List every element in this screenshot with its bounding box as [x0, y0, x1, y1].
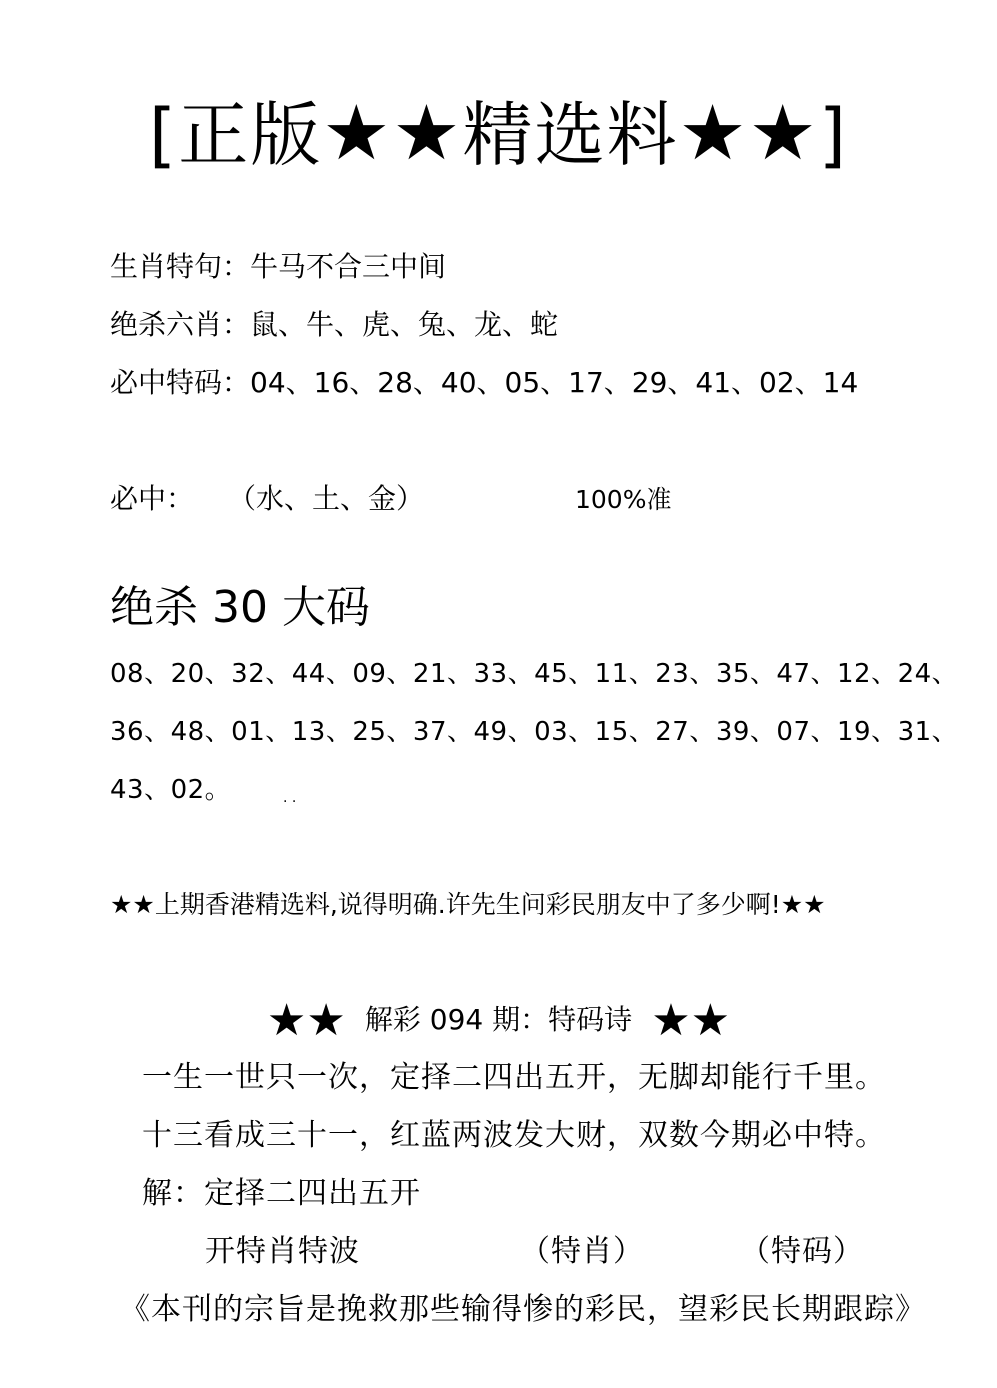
tag-special-zodiac: （特肖）	[520, 1234, 644, 1269]
page-title	[0, 88, 997, 180]
zodiac-tip: 生肖特句：牛马不合三中间	[110, 250, 447, 283]
kill-six-zodiac: 绝杀六肖：鼠、牛、虎、兔、龙、蛇	[110, 308, 559, 341]
title-bracket-open: [	[148, 94, 179, 176]
title-part1: 正版	[178, 94, 323, 176]
kill30-row-3: 43、02。	[110, 775, 232, 805]
accuracy-label: 100%准	[575, 485, 672, 514]
banner-text: ★★上期香港精选料,说得明确.许先生问彩民朋友中了多少啊!★★	[110, 890, 826, 919]
must-elements-label: 必中：	[110, 482, 195, 515]
title-stars-right: ★★	[678, 88, 819, 177]
footer-mission: 《本刊的宗旨是挽救那些输得惨的彩民，望彩民长期跟踪》	[120, 1292, 926, 1327]
must-elements-value: （水、土、金）	[228, 482, 425, 515]
poem-line-1: 一生一世只一次，定择二四出五开，无脚却能行千里。	[142, 1060, 886, 1095]
kill30-row-2: 36、48、01、13、25、37、49、03、15、27、39、07、19、31、	[110, 717, 959, 747]
poem-stars-left: ★★	[266, 995, 346, 1046]
title-part2: 精选料	[462, 94, 679, 176]
poem-line-2: 十三看成三十一，红蓝两波发大财，双数今期必中特。	[142, 1118, 886, 1153]
title-bracket-close: ]	[818, 94, 849, 176]
open-label: 开特肖特波	[205, 1234, 360, 1269]
stray-dots: . .	[283, 790, 297, 806]
tag-special-code: （特码）	[740, 1234, 864, 1269]
poem-stars-right: ★★	[651, 995, 731, 1046]
poem-heading-row	[0, 992, 997, 1058]
kill30-heading: 绝杀 30 大码	[110, 582, 370, 633]
title-stars-left: ★★	[322, 88, 463, 177]
poem-heading: 解彩 094 期：特码诗	[364, 1003, 633, 1036]
must-codes: 必中特码：04、16、28、40、05、17、29、41、02、14	[110, 366, 859, 399]
kill30-row-1: 08、20、32、44、09、21、33、45、11、23、35、47、12、24、	[110, 659, 959, 689]
poem-explain: 解：定择二四出五开	[142, 1176, 421, 1211]
